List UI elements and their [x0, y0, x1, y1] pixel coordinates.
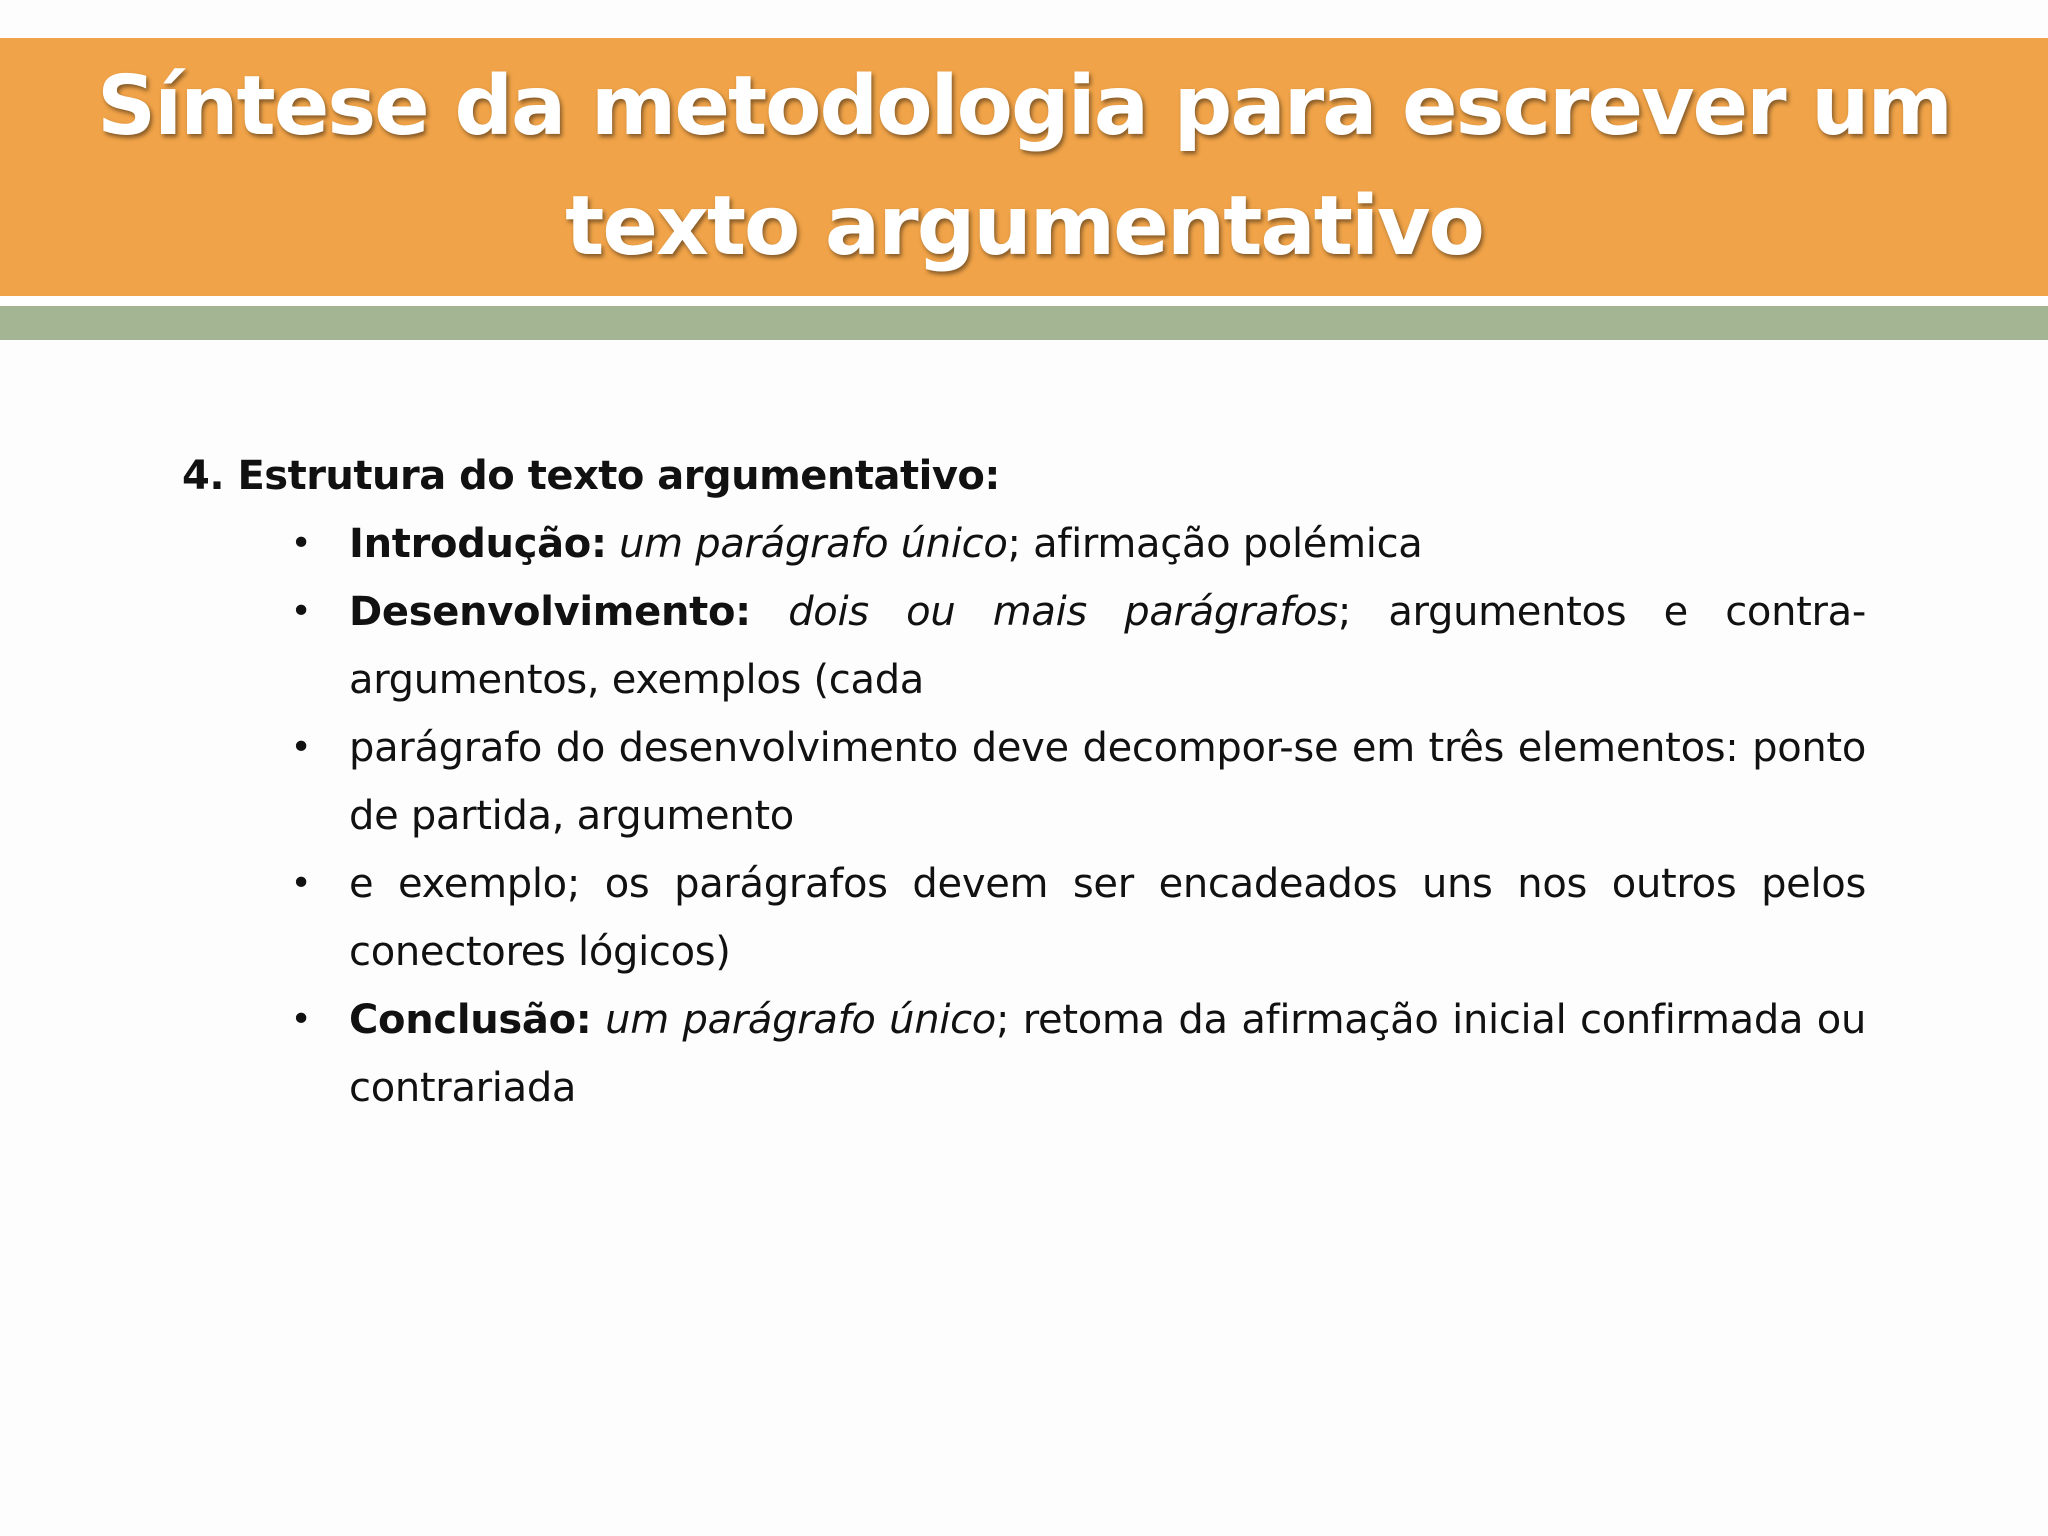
section-heading: 4. Estrutura do texto argumentativo:: [182, 453, 1000, 499]
bullet-text: ; retoma da afirmação inicial confirmada ou contrariada: [349, 997, 1867, 1111]
bullet-exemplo: [182, 850, 1866, 986]
bullet-text: ; argumentos e contra-argumentos, exemplos (cada: [349, 589, 1866, 703]
title-divider: [0, 296, 2048, 306]
bullet-italic-text: um parágrafo único: [619, 521, 1008, 567]
bullet-conclusao: [182, 986, 1866, 1122]
accent-band: [0, 306, 2048, 340]
bullet-dot-icon: •: [290, 999, 312, 1040]
bullet-text: parágrafo do desenvolvimento deve decompor-se em três elementos: ponto de partida, argumento: [349, 725, 1866, 839]
bullet-dot-icon: •: [290, 591, 312, 632]
bullet-text: e exemplo; os parágrafos devem ser encadeados uns nos outros pelos conectores lógicos): [349, 861, 1866, 975]
title-band: [0, 38, 2048, 296]
bullet-label: Conclusão:: [349, 997, 592, 1043]
bullet-paragrafo: [182, 714, 1866, 850]
bullet-label: Desenvolvimento:: [349, 589, 751, 635]
slide-content: [182, 442, 1866, 1122]
bullet-dot-icon: •: [290, 863, 312, 904]
bullet-dot-icon: •: [290, 523, 312, 564]
bullet-dot-icon: •: [290, 727, 312, 768]
bullet-text: ; afirmação polémica: [1007, 521, 1423, 567]
bullet-italic-text: dois ou mais parágrafos: [788, 589, 1338, 635]
bullet-label: Introdução:: [349, 521, 607, 567]
bullet-italic-text: um parágrafo único: [605, 997, 996, 1043]
bullet-desenvolvimento: [182, 578, 1866, 714]
bullet-introducao: [182, 510, 1866, 578]
bullet-list: [182, 510, 1866, 1122]
slide-title: Síntese da metodologia para escrever um texto argumentativo: [97, 59, 1951, 274]
